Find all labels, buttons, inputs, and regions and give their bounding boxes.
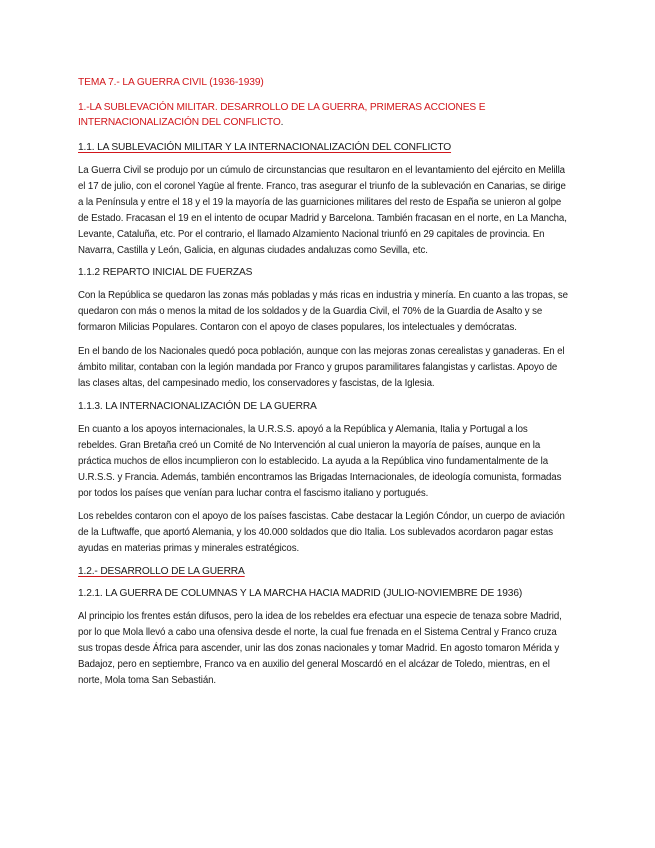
section-heading-1-2 (78, 565, 568, 579)
document-page (78, 76, 568, 697)
chapter-heading (78, 100, 568, 130)
chapter-heading-text: 1.-LA SUBLEVACIÓN MILITAR. DESARROLLO DE LA GUERRA, PRIMERAS ACCIONES E INTERNACIONALIZACIÓN DEL CONFLICTO (78, 102, 486, 128)
section-heading-1-2-1: 1.2.1. LA GUERRA DE COLUMNAS Y LA MARCHA HACIA MADRID (JULIO-NOVIEMBRE DE 1936) (78, 588, 523, 600)
paragraph-1-1-2-b: En el bando de los Nacionales quedó poca población, aunque con las mejoras zonas cerealistas y ganaderas. En el ámbito militar, contaban con la legión mandada por Franco y grupos paramilitares falangistas y carlistas. Apoyo de las clases altas, del campesinado medio, los conservadores y fascistas, de la Iglesia. (78, 346, 565, 389)
section-heading-1-1 (78, 141, 568, 155)
section-heading-1-1-text: 1.1. LA SUBLEVACIÓN MILITAR Y LA INTERNACIONALIZACIÓN DEL CONFLICTO (78, 142, 452, 153)
chapter-heading-tail: . (280, 117, 284, 128)
paragraph-1-1-2-a: Con la República se quedaron las zonas más pobladas y más ricas en industria y minería. En cuanto a las tropas, se quedaron con más o menos la mitad de los soldados y de la Guardia Civil, el 70% de la Guardia de Asalto y se formaron Milicias Populares. Contaron con el apoyo de clases populares, los intelectuales y demócratas. (78, 290, 568, 334)
section-heading-1-1-3: 1.1.3. LA INTERNACIONALIZACIÓN DE LA GUERRA (78, 400, 317, 412)
paragraph-1-1-a: La Guerra Civil se produjo por un cúmulo de circunstancias que resultaron en el levantamiento del ejército en Melilla el 17 de julio, con el coronel Yagüe al frente. Franco, tras asegurar el triunfo de la sublevación en Canarias, se dirige a la Península y entre el 18 y el 19 la mayoría de las guarniciones militares del resto de España se unieron al golpe de Estado. Fracasan el 19 en el intento de ocupar Madrid y Barcelona. También fracasan en el norte, en La Mancha, Levante, Cataluña, etc. Por el contrario, el llamado Alzamiento Nacional triunfó en 29 capitales de provincia. En Navarra, Castilla y León, Galicia, en algunas ciudades andaluzas como Sevilla, etc. (78, 165, 567, 256)
document-title: TEMA 7.- LA GUERRA CIVIL (1936-1939) (78, 77, 264, 88)
paragraph-1-1-3-a: En cuanto a los apoyos internacionales, la U.R.S.S. apoyó a la República y Alemania, Italia y Portugal a los rebeldes. Gran Bretaña creó un Comité de No Intervención al cual unieron la mayoría de países, aunque en la práctica muchos de ellos incumplieron con lo establecido. La ayuda a la República vino fundamentalmente de la U.R.S.S. y Francia. Además, también encontramos las Brigadas Internacionales, de ideología comunista, formadas por todos los países que venían para luchar contra el fascismo italiano y portugués. (78, 423, 562, 499)
section-heading-1-2-text: 1.2.- DESARROLLO DE LA GUERRA (78, 566, 245, 578)
paragraph-1-2-1-a: Al principio los frentes están difusos, pero la idea de los rebeldes era efectuar una especie de tenaza sobre Madrid, por lo que Mola llevó a cabo una ofensiva desde el norte, la cual fue frenada en el Sistema Central y Franco cruza sus tropas desde África para ascender, unir las dos zonas nacionales y tomar Madrid. En agosto tomaron Mérida y Badajoz, pero en septiembre, Franco va en auxilio del general Moscardó en el alcázar de Toledo, mientras, en el norte, Mola toma San Sebastián. (78, 611, 562, 686)
section-heading-1-1-2: 1.1.2 REPARTO INICIAL DE FUERZAS (78, 267, 253, 279)
paragraph-1-1-3-b: Los rebeldes contaron con el apoyo de los países fascistas. Cabe destacar la Legión Cóndor, un cuerpo de aviación de la Luftwaffe, que aportó Alemania, y los 40.000 soldados que dio Italia. Los sublevados acordaron pagar estas ayudas en materias primas y minerales estratégicos. (78, 511, 565, 555)
